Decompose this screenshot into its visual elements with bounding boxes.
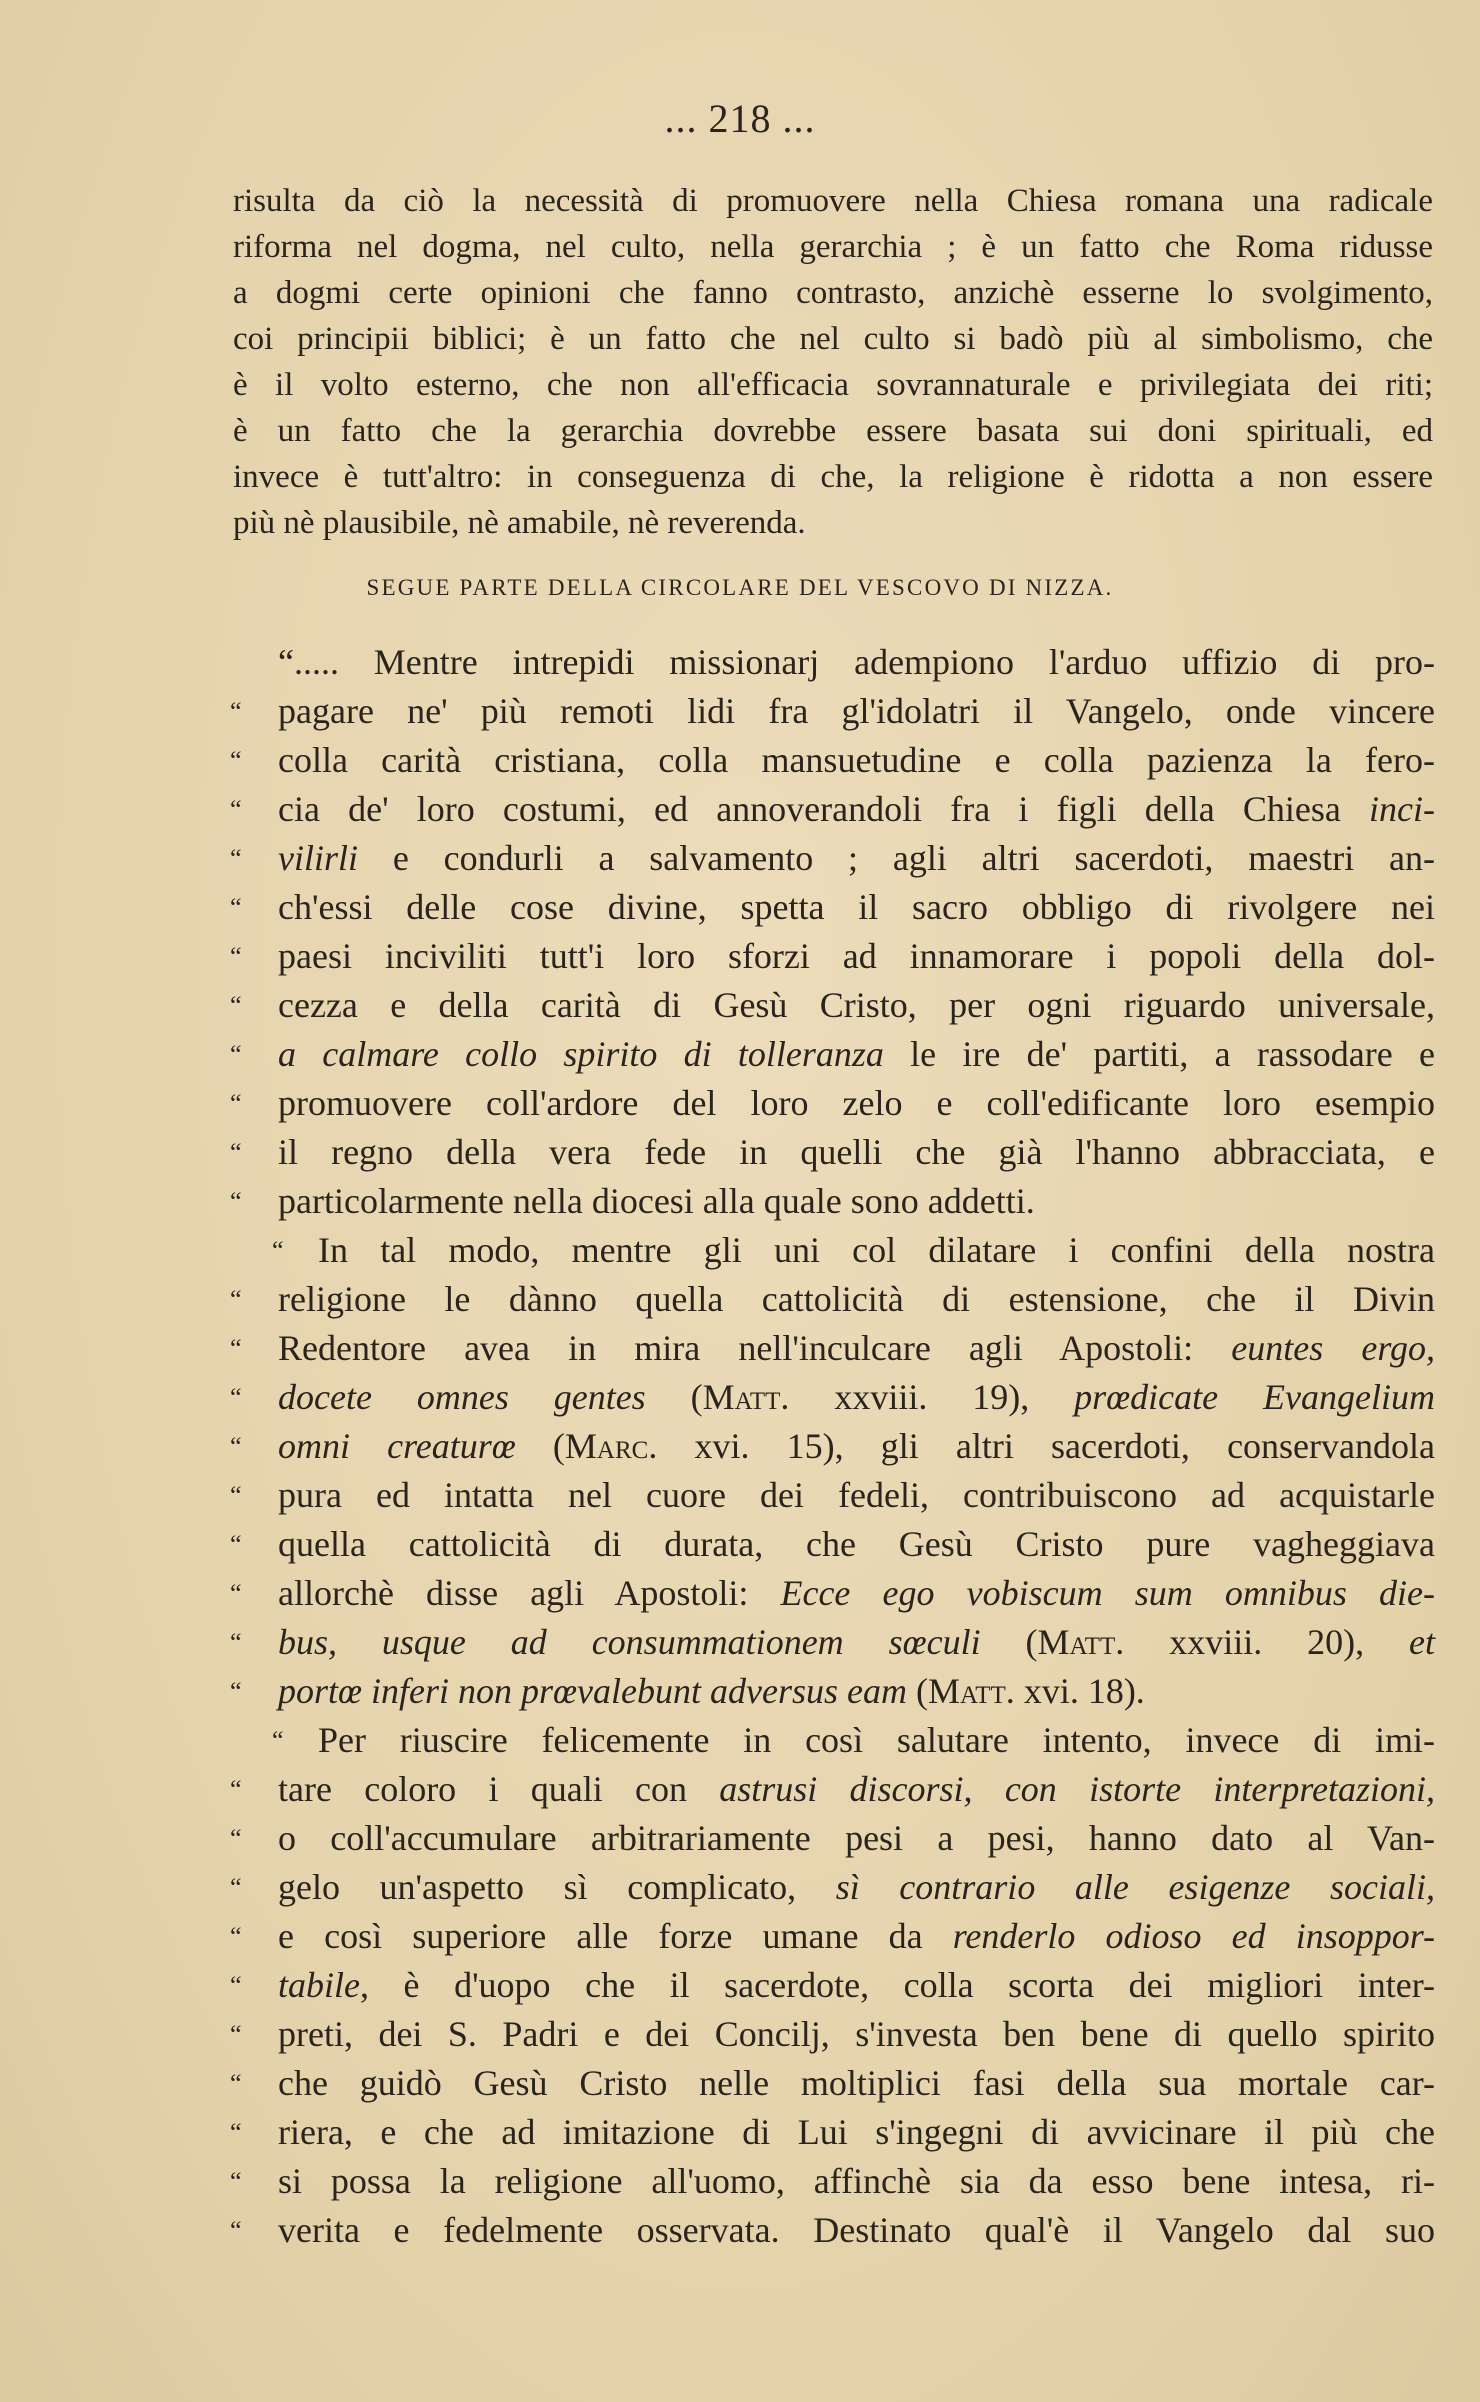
text-run: promuovere coll'ardore del loro zelo e coll'edificante loro esempio	[278, 1083, 1435, 1123]
intro-paragraph	[233, 178, 1433, 546]
quote-line	[230, 1765, 1435, 1814]
quote-mark: “	[230, 1530, 242, 1559]
quote-line	[230, 1324, 1435, 1373]
quote-line-text	[278, 1765, 1435, 1814]
quote-line-text	[278, 638, 1435, 687]
quote-line	[230, 687, 1435, 736]
quote-line-text	[278, 1912, 1435, 1961]
quote-mark: “	[230, 1383, 242, 1412]
italic-phrase: vilirli	[278, 838, 358, 878]
quote-line-text	[278, 883, 1435, 932]
quote-mark: “	[230, 1285, 242, 1314]
quote-line	[230, 1912, 1435, 1961]
quote-line	[230, 932, 1435, 981]
text-run: xvi. 18).	[1014, 1671, 1145, 1711]
quote-mark: “	[272, 1236, 284, 1265]
quote-line	[230, 736, 1435, 785]
quote-line	[230, 834, 1435, 883]
quote-line	[230, 1471, 1435, 1520]
text-run: gelo un'aspetto sì complicato,	[278, 1867, 836, 1907]
quote-mark: “	[230, 942, 242, 971]
quote-line-text	[278, 2206, 1435, 2255]
text-run: tare coloro i quali con	[278, 1769, 720, 1809]
quote-mark: “	[230, 1775, 242, 1804]
quote-line-text	[278, 1128, 1435, 1177]
citation-abbrev: Marc.	[564, 1426, 658, 1466]
italic-phrase: astrusi discorsi, con istorte interpretazioni,	[719, 1769, 1435, 1809]
quote-line	[230, 2059, 1435, 2108]
quote-mark: “	[230, 1432, 242, 1461]
italic-phrase: inci-	[1369, 789, 1435, 829]
section-heading: SEGUE PARTE DELLA CIRCOLARE DEL VESCOVO DI NIZZA.	[366, 575, 1114, 600]
quote-line-text	[278, 1324, 1435, 1373]
quote-line-text	[278, 1030, 1435, 1079]
quote-mark: “	[230, 2216, 242, 2245]
quote-mark: “	[230, 795, 242, 824]
text-run: il regno della vera fede in quelli che già l'hanno abbracciata, e	[278, 1132, 1435, 1172]
text-run: o coll'accumulare arbitrariamente pesi a pesi, hanno dato al Van-	[278, 1818, 1435, 1858]
italic-phrase: docete omnes gentes	[278, 1377, 646, 1417]
quote-mark: “	[230, 1824, 242, 1853]
quote-line	[230, 2010, 1435, 2059]
quote-line	[230, 2157, 1435, 2206]
text-run: verita e fedelmente osservata. Destinato qual'è il Vangelo dal suo	[278, 2210, 1435, 2250]
quote-line-text	[278, 1667, 1435, 1716]
quote-mark: “	[230, 1040, 242, 1069]
quote-line	[230, 1618, 1435, 1667]
intro-line: coi principii biblici; è un fatto che nel culto si badò più al simbolismo, che	[233, 321, 1433, 357]
text-run: , è d'uopo che il sacerdote, colla scorta dei migliori inter-	[359, 1965, 1435, 2005]
text-run: xvi. 15), gli altri sacerdoti, conservandola	[657, 1426, 1435, 1466]
italic-phrase: omni creaturœ	[278, 1426, 516, 1466]
quote-line-text	[318, 1226, 1435, 1275]
quote-line-text	[278, 1079, 1435, 1128]
text-run: preti, dei S. Padri e dei Concilj, s'investa ben bene di quello spirito	[278, 2014, 1435, 2054]
italic-phrase: prœdicate Evangelium	[1074, 1377, 1435, 1417]
quote-line-text	[278, 1961, 1435, 2010]
quote-mark: “	[230, 2167, 242, 2196]
text-run: In tal modo, mentre gli uni col dilatare i confini della nostra	[318, 1230, 1435, 1270]
quote-line-text	[278, 1520, 1435, 1569]
quote-line	[230, 1961, 1435, 2010]
text-run: e così superiore alle forze umane da	[278, 1916, 953, 1956]
quote-line	[230, 1667, 1435, 1716]
quote-mark: “	[230, 844, 242, 873]
text-run: (	[980, 1622, 1038, 1662]
text-run: religione le dànno quella cattolicità di estensione, che il Divin	[278, 1279, 1435, 1319]
quote-line	[230, 883, 1435, 932]
quote-line-text	[278, 2059, 1435, 2108]
quote-line	[230, 2108, 1435, 2157]
citation-abbrev: Matt.	[702, 1377, 790, 1417]
intro-line: più nè plausibile, nè amabile, nè reverenda.	[233, 505, 806, 541]
quote-line	[230, 1275, 1435, 1324]
quote-line-text	[278, 687, 1435, 736]
intro-line: è un fatto che la gerarchia dovrebbe essere basata sui doni spirituali, ed	[233, 413, 1433, 449]
text-run: le ire de' partiti, a rassodare e	[883, 1034, 1435, 1074]
text-run: cia de' loro costumi, ed annoverandoli fra i figli della Chiesa	[278, 789, 1370, 829]
text-run: xxviii. 19),	[789, 1377, 1075, 1417]
italic-phrase: Ecce ego vobiscum sum omnibus die-	[780, 1573, 1435, 1613]
intro-line: invece è tutt'altro: in conseguenza di che, la religione è ridotta a non essere	[233, 459, 1433, 495]
quote-mark: “	[230, 1334, 242, 1363]
quote-mark: “	[230, 1628, 242, 1657]
quote-line	[230, 1520, 1435, 1569]
quote-line	[230, 1030, 1435, 1079]
text-run: (	[515, 1426, 565, 1466]
quote-line-text	[278, 1569, 1435, 1618]
quote-mark: “	[230, 2020, 242, 2049]
quote-line-text	[278, 1275, 1435, 1324]
quote-line	[230, 1079, 1435, 1128]
quote-line-text	[278, 2108, 1435, 2157]
citation-abbrev: Matt.	[1037, 1622, 1125, 1662]
quote-line	[230, 1569, 1435, 1618]
quote-mark: “	[230, 746, 242, 775]
quote-line-text	[278, 1618, 1435, 1667]
quote-line	[230, 1814, 1435, 1863]
quote-line	[230, 1128, 1435, 1177]
quote-mark: “	[230, 1922, 242, 1951]
quote-line-text	[278, 1422, 1435, 1471]
text-run: riera, e che ad imitazione di Lui s'ingegni di avvicinare il più che	[278, 2112, 1435, 2152]
italic-phrase: a calmare collo spirito di tolleranza	[278, 1034, 884, 1074]
quote-mark: “	[230, 697, 242, 726]
quote-line	[230, 981, 1435, 1030]
quote-line	[230, 638, 1435, 687]
quote-line-text	[318, 1716, 1435, 1765]
quote-mark: “	[230, 1089, 242, 1118]
quote-line-text	[278, 981, 1435, 1030]
quote-mark: “	[230, 1138, 242, 1167]
text-run: colla carità cristiana, colla mansuetudine e colla pazienza la fero-	[278, 740, 1435, 780]
quote-mark: “	[230, 893, 242, 922]
quote-line-text	[278, 1373, 1435, 1422]
italic-phrase: renderlo odioso ed insoppor-	[952, 1916, 1436, 1956]
page-number: ... 218 ...	[664, 96, 816, 141]
quote-mark: “	[230, 2069, 242, 2098]
intro-line: è il volto esterno, che non all'efficacia sovrannaturale e privilegiata dei riti;	[233, 367, 1433, 403]
text-run: ch'essi delle cose divine, spetta il sacro obbligo di rivolgere nei	[278, 887, 1435, 927]
quoted-circular	[230, 638, 1435, 2255]
italic-phrase: portœ inferi non prœvalebunt adversus eam	[278, 1671, 907, 1711]
quote-line	[230, 1177, 1435, 1226]
text-run: quella cattolicità di durata, che Gesù Cristo pure vagheggiava	[278, 1524, 1435, 1564]
quote-mark: “	[230, 1481, 242, 1510]
italic-phrase: sì contrario alle esigenze sociali,	[835, 1867, 1435, 1907]
text-run: cezza e della carità di Gesù Cristo, per ogni riguardo universale,	[278, 985, 1435, 1025]
quote-line	[230, 2206, 1435, 2255]
text-run: particolarmente nella diocesi alla quale sono addetti.	[278, 1181, 1035, 1221]
text-run: che guidò Gesù Cristo nelle moltiplici fasi della sua mortale car-	[278, 2063, 1435, 2103]
quote-line-text	[278, 736, 1435, 785]
quote-mark: “	[230, 2118, 242, 2147]
quote-line	[230, 1373, 1435, 1422]
text-run: Per riuscire felicemente in così salutare intento, invece di imi-	[318, 1720, 1435, 1760]
text-run: allorchè disse agli Apostoli:	[278, 1573, 781, 1613]
italic-phrase: tabile	[278, 1965, 360, 2005]
quote-line	[230, 1226, 1435, 1275]
text-run: “..... Mentre intrepidi missionarj adempiono l'arduo uffizio di pro-	[278, 642, 1435, 682]
italic-phrase: euntes ergo,	[1231, 1328, 1435, 1368]
quote-line	[230, 1716, 1435, 1765]
text-run: pura ed intatta nel cuore dei fedeli, contribuiscono ad acquistarle	[278, 1475, 1435, 1515]
text-run: pagare ne' più remoti lidi fra gl'idolatri il Vangelo, onde vincere	[278, 691, 1435, 731]
text-run: Redentore avea in mira nell'inculcare agli Apostoli:	[278, 1328, 1232, 1368]
text-run: (	[645, 1377, 703, 1417]
quote-mark: “	[230, 1971, 242, 2000]
intro-line: risulta da ciò la necessità di promuovere nella Chiesa romana una radicale	[233, 183, 1433, 219]
text-run: (	[906, 1671, 928, 1711]
intro-line: riforma nel dogma, nel culto, nella gerarchia ; è un fatto che Roma ridusse	[233, 229, 1433, 265]
quote-line-text	[278, 834, 1435, 883]
italic-phrase: bus, usque ad consummationem sœculi	[278, 1622, 981, 1662]
quote-mark: “	[272, 1726, 284, 1755]
text-run: e condurli a salvamento ; agli altri sacerdoti, maestri an-	[358, 838, 1435, 878]
quote-line-text	[278, 2010, 1435, 2059]
quote-line-text	[278, 1814, 1435, 1863]
quote-mark: “	[230, 1187, 242, 1216]
quote-line-text	[278, 785, 1435, 834]
citation-abbrev: Matt.	[927, 1671, 1015, 1711]
quote-mark: “	[230, 1873, 242, 1902]
quote-mark: “	[230, 1677, 242, 1706]
quote-mark: “	[230, 1579, 242, 1608]
intro-line: a dogmi certe opinioni che fanno contrasto, anzichè esserne lo svolgimento,	[233, 275, 1433, 311]
quote-line-text	[278, 2157, 1435, 2206]
text-run: paesi inciviliti tutt'i loro sforzi ad innamorare i popoli della dol-	[278, 936, 1435, 976]
quote-line-text	[278, 932, 1435, 981]
quote-line	[230, 1422, 1435, 1471]
quote-line-text	[278, 1177, 1435, 1226]
quote-mark: “	[230, 991, 242, 1020]
quote-line	[230, 785, 1435, 834]
italic-phrase: et	[1409, 1622, 1435, 1662]
text-run: xxviii. 20),	[1124, 1622, 1410, 1662]
text-run: si possa la religione all'uomo, affinchè sia da esso bene intesa, ri-	[278, 2161, 1435, 2201]
quote-line-text	[278, 1863, 1435, 1912]
quote-line-text	[278, 1471, 1435, 1520]
quote-line	[230, 1863, 1435, 1912]
